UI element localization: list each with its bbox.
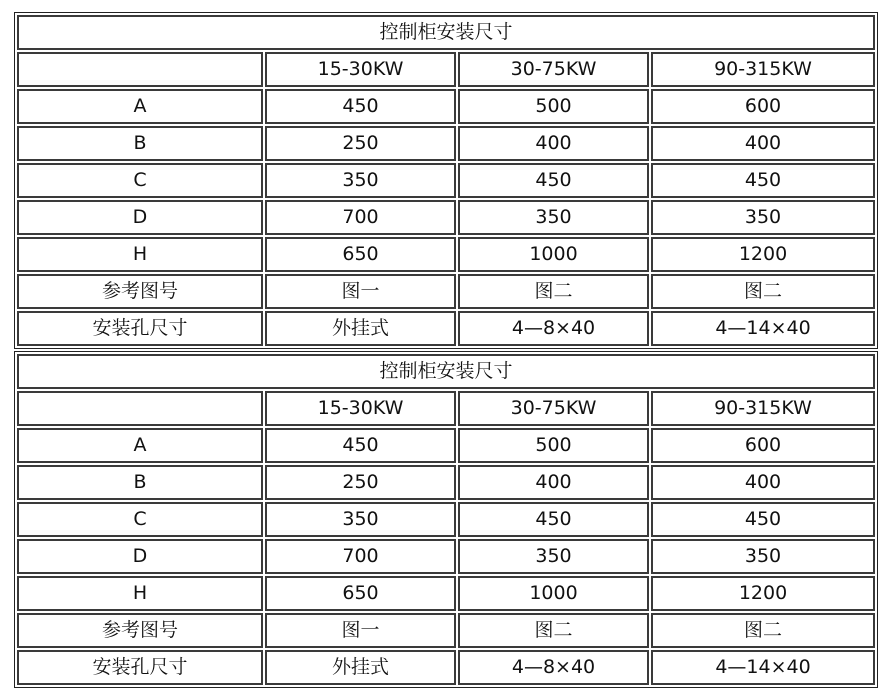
header-corner-cell <box>17 52 263 87</box>
table-cell: 450 <box>458 502 649 537</box>
table-row <box>17 237 875 272</box>
table-cell: 400 <box>651 465 875 500</box>
table-cell: 图二 <box>651 613 875 648</box>
table-cell: 450 <box>265 89 456 124</box>
header-cell: 30-75KW <box>458 391 649 426</box>
table-cell: 250 <box>265 465 456 500</box>
table-cell: 外挂式 <box>265 650 456 685</box>
table-cell: 350 <box>458 539 649 574</box>
table-cell: 外挂式 <box>265 311 456 346</box>
table-row <box>17 200 875 235</box>
table-cell: 图一 <box>265 613 456 648</box>
table-cell: 700 <box>265 539 456 574</box>
table-row <box>17 311 875 346</box>
table-row <box>17 650 875 685</box>
row-label-cell: B <box>17 126 263 161</box>
table-cell: 250 <box>265 126 456 161</box>
row-label-cell: D <box>17 200 263 235</box>
header-cell: 15-30KW <box>265 52 456 87</box>
table-cell: 500 <box>458 428 649 463</box>
table-cell: 450 <box>651 502 875 537</box>
row-label-cell: A <box>17 428 263 463</box>
page <box>14 12 878 688</box>
table-cell: 1000 <box>458 237 649 272</box>
table-cell: 350 <box>265 163 456 198</box>
header-cell: 90-315KW <box>651 391 875 426</box>
table-cell: 400 <box>458 126 649 161</box>
table-header-row <box>17 391 875 426</box>
table-cell: 600 <box>651 428 875 463</box>
table-title: 控制柜安装尺寸 <box>17 15 875 50</box>
row-label-cell: C <box>17 163 263 198</box>
table-cell: 450 <box>651 163 875 198</box>
table-row <box>17 126 875 161</box>
row-label-cell: 安装孔尺寸 <box>17 311 263 346</box>
table-cell: 350 <box>651 539 875 574</box>
table-title-row <box>17 15 875 50</box>
table-cell: 500 <box>458 89 649 124</box>
row-label-cell: 参考图号 <box>17 613 263 648</box>
table-cell: 图一 <box>265 274 456 309</box>
header-cell: 30-75KW <box>458 52 649 87</box>
table-row <box>17 428 875 463</box>
header-cell: 15-30KW <box>265 391 456 426</box>
table-cell: 4—14×40 <box>651 650 875 685</box>
dimension-table-2 <box>14 351 878 688</box>
table-cell: 350 <box>265 502 456 537</box>
table-cell: 1200 <box>651 576 875 611</box>
table-title: 控制柜安装尺寸 <box>17 354 875 389</box>
table-cell: 4—14×40 <box>651 311 875 346</box>
table-cell: 650 <box>265 576 456 611</box>
dimension-table-1 <box>14 12 878 349</box>
table-row <box>17 539 875 574</box>
row-label-cell: H <box>17 237 263 272</box>
header-cell: 90-315KW <box>651 52 875 87</box>
table-cell: 1200 <box>651 237 875 272</box>
row-label-cell: H <box>17 576 263 611</box>
row-label-cell: A <box>17 89 263 124</box>
table-cell: 650 <box>265 237 456 272</box>
row-label-cell: 参考图号 <box>17 274 263 309</box>
row-label-cell: B <box>17 465 263 500</box>
table-cell: 1000 <box>458 576 649 611</box>
row-label-cell: D <box>17 539 263 574</box>
table-header-row <box>17 52 875 87</box>
table-cell: 700 <box>265 200 456 235</box>
table-cell: 350 <box>458 200 649 235</box>
table-cell: 图二 <box>458 613 649 648</box>
header-corner-cell <box>17 391 263 426</box>
table-row <box>17 89 875 124</box>
table-cell: 4—8×40 <box>458 650 649 685</box>
table-title-row <box>17 354 875 389</box>
table-cell: 图二 <box>651 274 875 309</box>
table-cell: 4—8×40 <box>458 311 649 346</box>
table-cell: 450 <box>265 428 456 463</box>
row-label-cell: C <box>17 502 263 537</box>
table-row <box>17 163 875 198</box>
table-row <box>17 502 875 537</box>
table-row <box>17 465 875 500</box>
table-cell: 400 <box>651 126 875 161</box>
table-cell: 图二 <box>458 274 649 309</box>
table-cell: 350 <box>651 200 875 235</box>
table-row <box>17 613 875 648</box>
table-cell: 400 <box>458 465 649 500</box>
table-cell: 600 <box>651 89 875 124</box>
table-row <box>17 576 875 611</box>
table-row <box>17 274 875 309</box>
row-label-cell: 安装孔尺寸 <box>17 650 263 685</box>
table-cell: 450 <box>458 163 649 198</box>
